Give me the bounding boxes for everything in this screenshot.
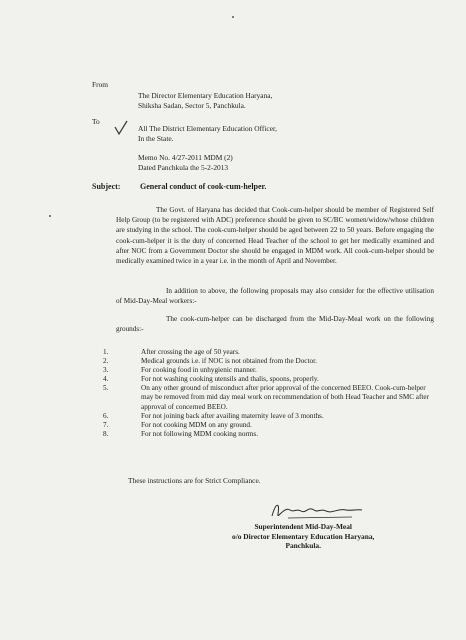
list-text: Medical grounds i.e. if NOC is not obtained from the Doctor. (141, 357, 317, 366)
list-number: 3. (103, 366, 109, 375)
signature-block (232, 522, 374, 551)
memo-date: Dated Panchkula the 5-2-2013 (138, 162, 229, 172)
to-line: All The District Elementary Education Officer, (138, 124, 277, 133)
from-line: The Director Elementary Education Haryana, (138, 91, 273, 100)
closing-line: These instructions are for Strict Compliance. (128, 476, 261, 485)
list-item (103, 357, 433, 366)
list-text: After crossing the age of 50 years. (141, 348, 240, 356)
scan-speck (49, 215, 51, 217)
list-item (103, 348, 433, 357)
list-item (103, 412, 433, 421)
subject-label: Subject: (92, 182, 121, 191)
list-item (103, 430, 433, 439)
grounds-list (103, 348, 433, 439)
list-text: For not washing cooking utensils and thalis, spoons, properly. (141, 375, 319, 384)
list-text: For cooking food in unhygienic manner. (141, 366, 257, 375)
handwritten-signature (268, 498, 364, 524)
list-number: 5. (103, 384, 109, 393)
from-label: From (92, 80, 109, 89)
signatory-title: Superintendent Mid-Day-Meal (254, 522, 352, 531)
body-paragraph: The Govt. of Haryana has decided that Cook-cum-helper should be member of Registered Self Help Group (to be registered with ADC) preference should be given to SC/BC women/widow/whose children are studying in the school. The cook-cum-helper should be aged between 22 to 50 years. Before engaging the cook-cum-helper it is the duty of concerned Head Teacher of the school to get her medically examined and after NOC from a Government Doctor she should be engaged in MDM work. All cook-cum-helper should be medically examined twice in a year i.e. in the month of April and November. (116, 206, 434, 266)
from-line: Shiksha Sadan, Sector 5, Panchkula. (138, 100, 246, 110)
list-number: 2. (103, 357, 109, 366)
list-number: 8. (103, 429, 109, 438)
list-item (103, 375, 433, 384)
list-number: 4. (103, 375, 109, 384)
handwritten-tick-icon (114, 120, 128, 136)
from-address (138, 91, 272, 110)
list-item (103, 421, 433, 430)
list-number: 6. (103, 411, 109, 420)
signatory-place: Panchkula. (285, 541, 321, 550)
list-text: On any other ground of misconduct after prior approval of the concerned BEEO. Cook-cum-helper may be removed from mid day meal work on recommendation of both Head Teacher and SMC after approval of concerned BEEO. (141, 384, 429, 411)
signatory-office: o/o Director Elementary Education Haryana, (232, 531, 375, 541)
subject-text: General conduct of cook-cum-helper. (140, 182, 267, 191)
body-paragraph: The cook-cum-helper can be discharged from the Mid-Day-Meal work on the following grounds:- (116, 315, 434, 334)
list-item (103, 366, 433, 375)
list-number: 1. (103, 348, 109, 356)
list-number: 7. (103, 420, 109, 429)
memo-block (138, 153, 233, 172)
list-text: For not cooking MDM on any ground. (141, 420, 252, 429)
to-address (138, 124, 277, 143)
scan-speck (232, 16, 234, 18)
list-text: For not joining back after availing maternity leave of 3 months. (141, 411, 324, 420)
to-label: To (92, 117, 100, 126)
list-item (103, 384, 433, 411)
to-line: In the State. (138, 133, 174, 143)
list-text: For not following MDM cooking norms. (141, 429, 258, 438)
body-paragraph: In addition to above, the following proposals may also consider for the effective utilisation of Mid-Day-Meal workers:- (116, 287, 434, 306)
memo-number: Memo No. 4/27-2011 MDM (2) (138, 153, 233, 162)
